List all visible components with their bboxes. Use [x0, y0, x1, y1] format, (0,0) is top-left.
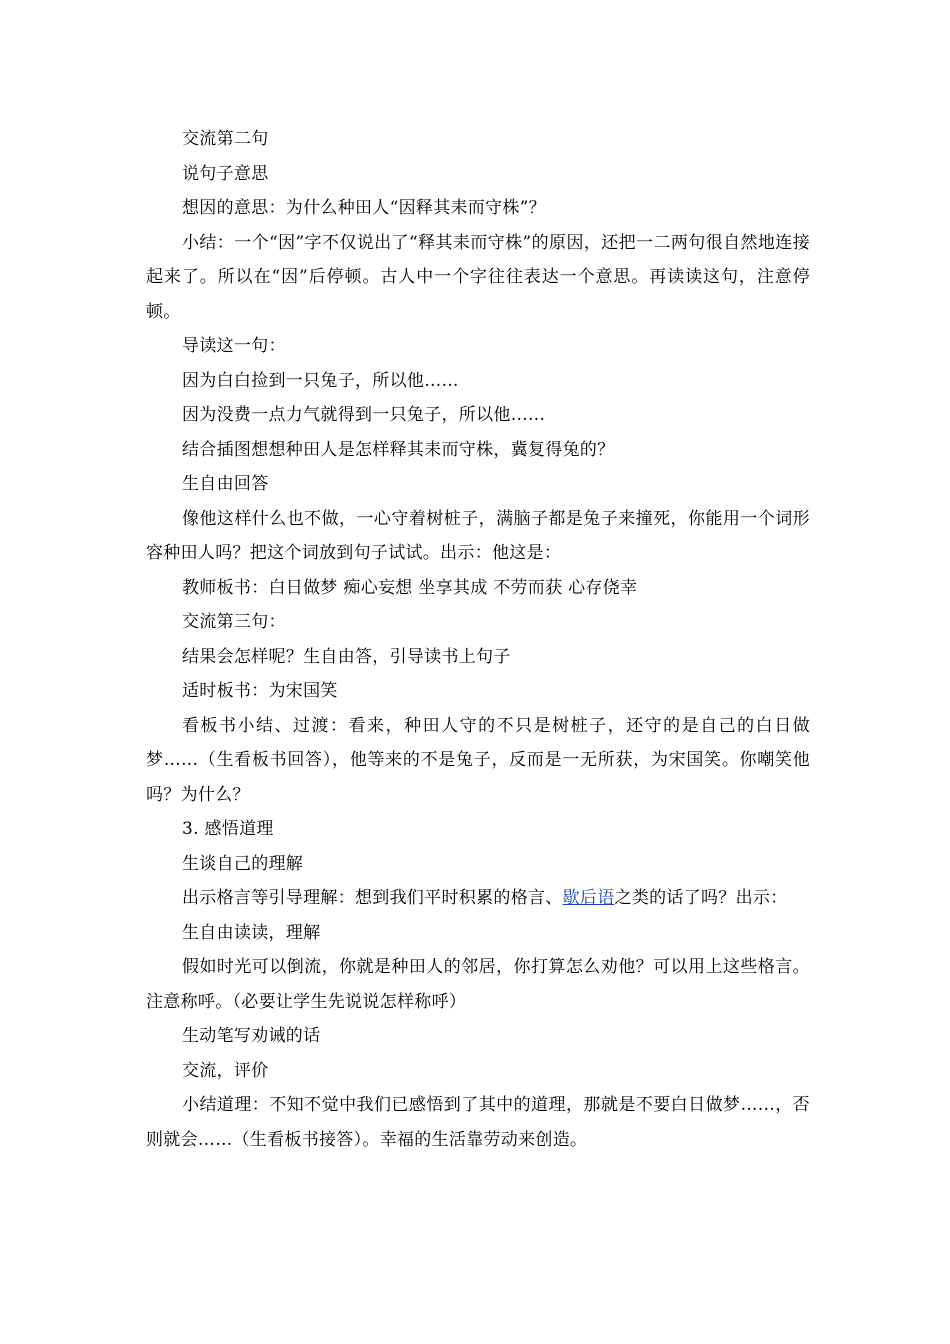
maxims-text-before: 出示格言等引导理解：想到我们平时积累的格言、 — [182, 888, 563, 908]
paragraph-meaning-of-yin: 想因的意思：为什么种田人“因释其耒而守株”？ — [182, 198, 546, 218]
paragraph-exchange-second-sentence: 交流第二句 — [182, 129, 269, 149]
paragraph-show-maxims — [146, 881, 810, 916]
paragraph-summary-principle: 小结道理：不知不觉中我们已感悟到了其中的道理，那就是不要白日做梦……，否则就会……（生看板书接答）。幸福的生活靠劳动来创造。 — [146, 1095, 810, 1150]
paragraph-describe-farmer: 像他这样什么也不做，一心守着树桩子，满脑子都是兔子来撞死，你能用一个词形容种田人吗？把这个词放到句子试试。出示：他这是： — [146, 508, 810, 563]
paragraph-write-advice: 生动笔写劝诫的话 — [182, 1026, 321, 1046]
paragraph-free-answer: 生自由回答 — [182, 474, 269, 494]
paragraph-section-heading: 3. 感悟道理 — [182, 819, 274, 839]
paragraph-guided-reading: 导读这一句： — [182, 336, 286, 356]
paragraph-exchange-evaluate: 交流，评价 — [182, 1060, 269, 1081]
xiehouyu-link[interactable]: 歇后语 — [562, 888, 615, 908]
paragraph-sentence-meaning: 说句子意思 — [182, 163, 269, 184]
paragraph-summary-yin: 小结：一个“因”字不仅说出了“释其耒而守株”的原因，还把一二两句很自然地连接起来了。所以在“因”后停顿。古人中一个字往往表达一个意思。再读读这句，注意停顿。 — [146, 232, 810, 322]
paragraph-illustration-question: 结合插图想想种田人是怎样释其耒而守株，冀复得兔的？ — [182, 439, 615, 460]
paragraph-because-rabbit-2: 因为没费一点力气就得到一只兔子，所以他…… — [182, 405, 546, 425]
paragraph-student-understanding: 生谈自己的理解 — [182, 853, 304, 874]
paragraph-board-writing: 教师板书：白日做梦 痴心妄想 坐享其成 不劳而获 心存侥幸 — [182, 577, 638, 598]
paragraph-exchange-third-sentence: 交流第三句： — [182, 612, 286, 632]
paragraph-result-question: 结果会怎样呢？生自由答，引导读书上句子 — [182, 646, 511, 667]
paragraph-timely-board: 适时板书：为宋国笑 — [182, 681, 338, 701]
paragraph-time-reversal: 假如时光可以倒流，你就是种田人的邻居，你打算怎么劝他？可以用上这些格言。注意称呼。（必要让学生先说说怎样称呼） — [146, 957, 810, 1012]
paragraph-because-rabbit-1: 因为白白捡到一只兔子，所以他…… — [182, 370, 459, 391]
maxims-text-after: 之类的话了吗？出示： — [614, 888, 788, 908]
paragraph-free-reading: 生自由读读，理解 — [182, 922, 321, 943]
paragraph-board-summary: 看板书小结、过渡：看来，种田人守的不只是树桩子，还守的是自己的白日做梦……（生看板书回答），他等来的不是兔子，反而是一无所获，为宋国笑。你嘲笑他吗？为什么？ — [146, 715, 810, 805]
document-body — [146, 122, 810, 1157]
